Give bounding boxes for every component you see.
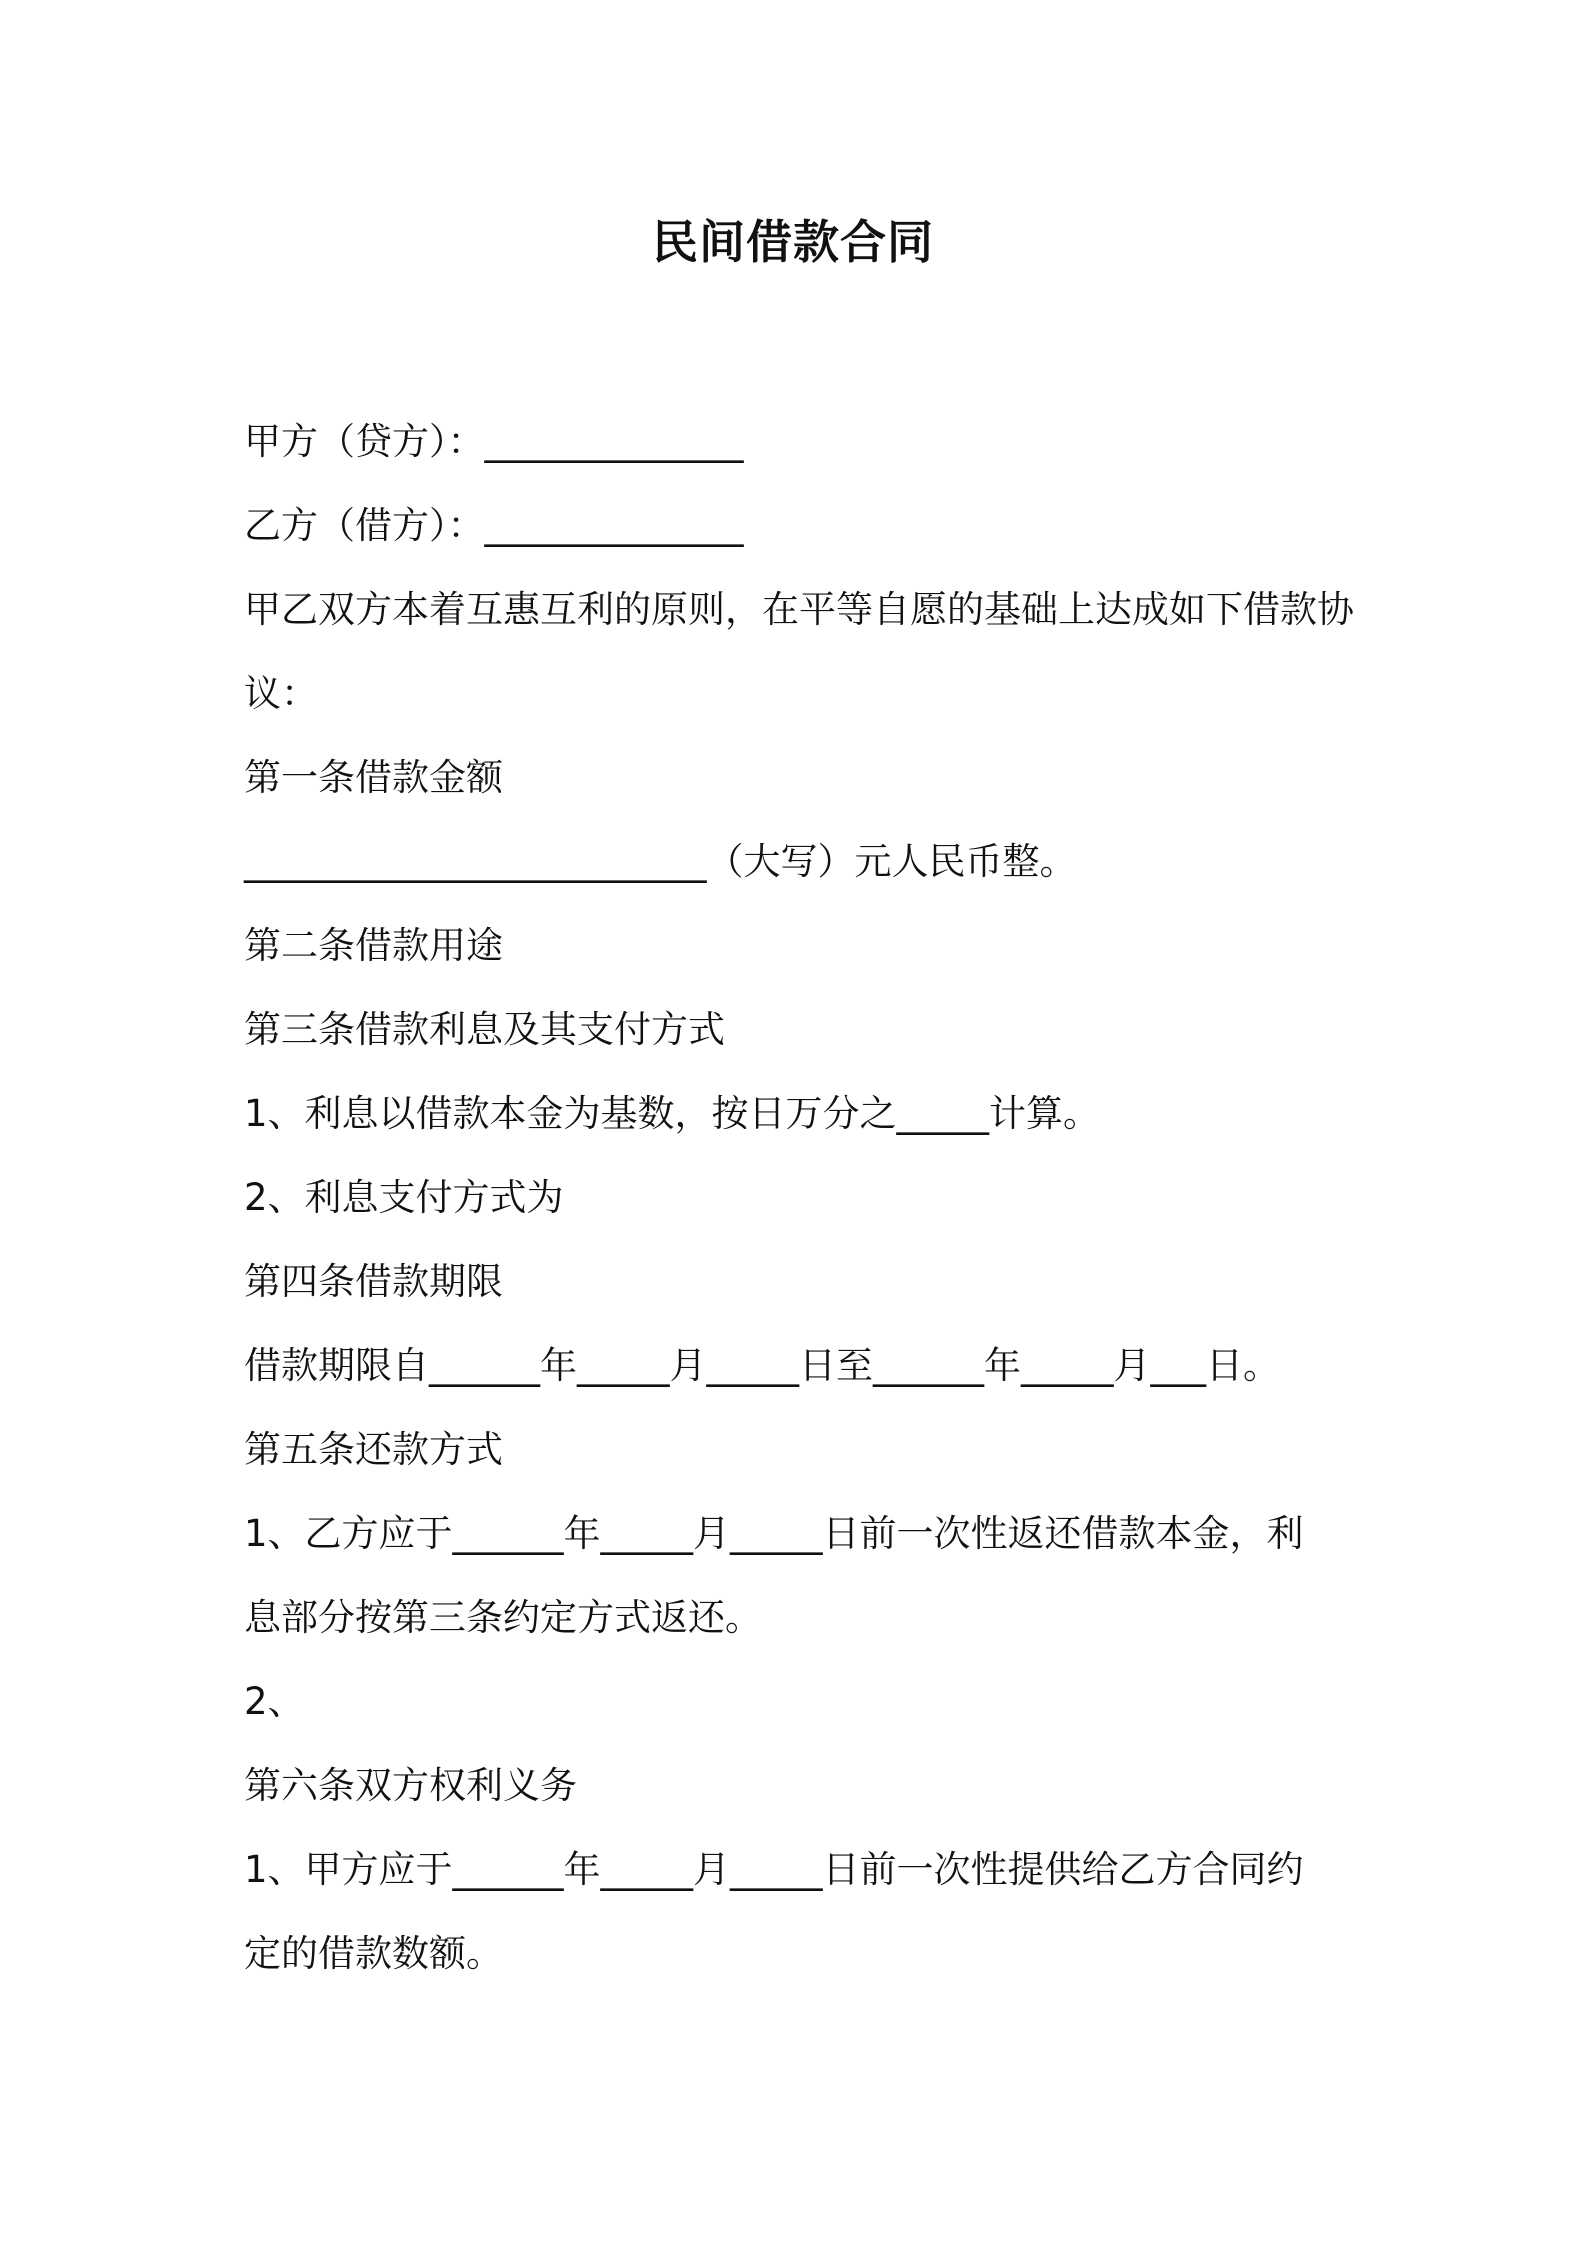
- contract-title: 民间借款合同: [652, 215, 934, 269]
- interest-payment-line: 2、利息支付方式为: [244, 1176, 564, 1219]
- lender-line: 甲方（贷方）：______________: [244, 420, 744, 463]
- preamble-line-1: 甲乙双方本着互惠互利的原则，在平等自愿的基础上达成如下借款协: [244, 588, 1354, 631]
- article-5-heading: 第五条还款方式: [244, 1428, 503, 1471]
- loan-amount-line: _________________________（大写）元人民币整。: [244, 840, 1077, 883]
- borrower-line: 乙方（借方）：______________: [244, 504, 744, 547]
- article-6-heading: 第六条双方权利义务: [244, 1764, 577, 1807]
- preamble-line-2: 议：: [244, 672, 318, 715]
- interest-rate-line: 1、利息以借款本金为基数，按日万分之_____计算。: [244, 1092, 1101, 1135]
- article-1-heading: 第一条借款金额: [244, 756, 503, 799]
- obligation-line-2: 定的借款数额。: [244, 1932, 503, 1975]
- article-3-heading: 第三条借款利息及其支付方式: [244, 1008, 725, 1051]
- contract-body: [244, 400, 1384, 1996]
- repayment-line-2: 息部分按第三条约定方式返还。: [244, 1596, 762, 1639]
- repayment-line-1: 1、乙方应于______年_____月_____日前一次性返还借款本金，利: [244, 1512, 1304, 1555]
- loan-term-line: 借款期限自______年_____月_____日至______年_____月___日。: [244, 1344, 1280, 1387]
- article-4-heading: 第四条借款期限: [244, 1260, 503, 1303]
- obligation-line-1: 1、甲方应于______年_____月_____日前一次性提供给乙方合同约: [244, 1848, 1304, 1891]
- repayment-item-2: 2、: [244, 1680, 305, 1723]
- article-2-heading: 第二条借款用途: [244, 924, 503, 967]
